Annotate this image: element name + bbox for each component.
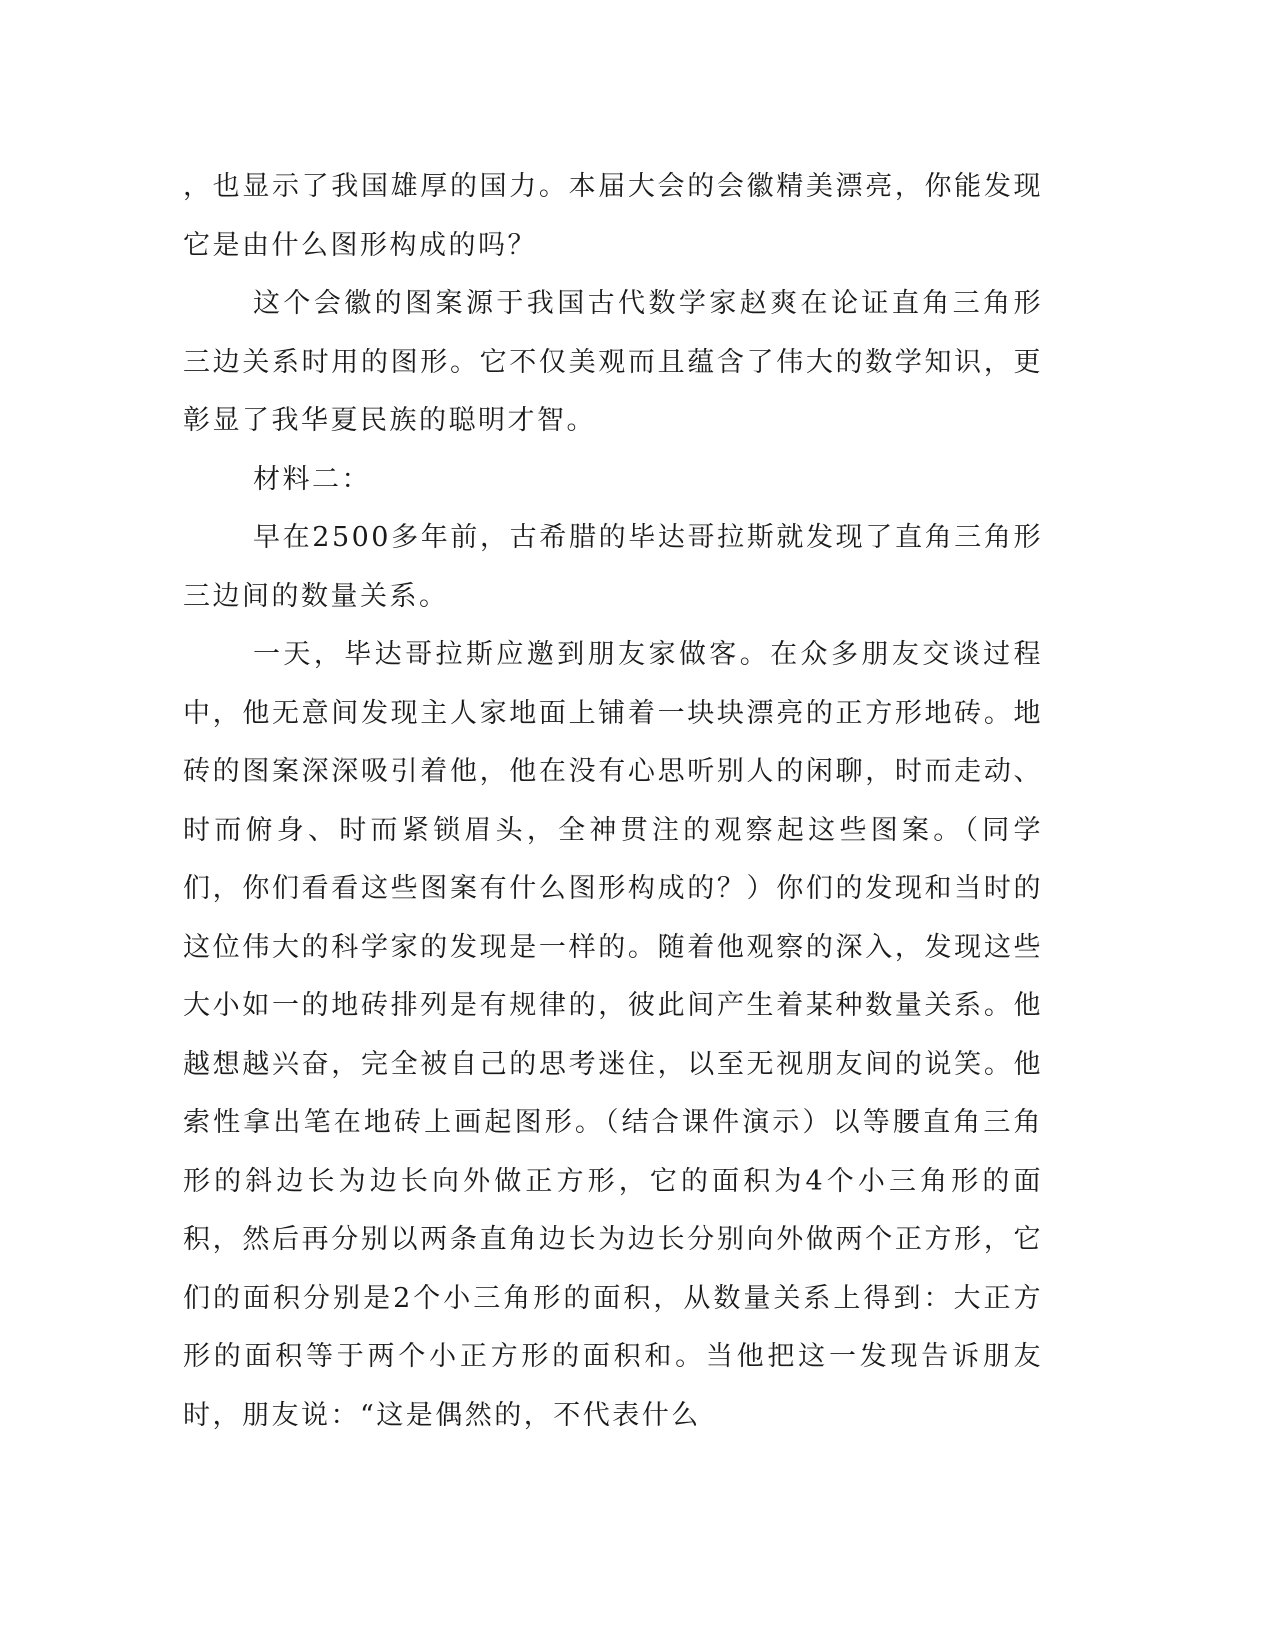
paragraph-pythagoras-intro: 早在2500多年前，古希腊的毕达哥拉斯就发现了直角三角形三边间的数量关系。 — [183, 522, 1043, 612]
paragraph-continuation: ，也显示了我国雄厚的国力。本届大会的会徽精美漂亮，你能发现它是由什么图形构成的吗？ — [183, 171, 1043, 261]
document-body — [183, 158, 1043, 1445]
paragraph-emblem-origin: 这个会徽的图案源于我国古代数学家赵爽在论证直角三角形三边关系时用的图形。它不仅美观而且蕴含了伟大的数学知识，更彰显了我华夏民族的聪明才智。 — [183, 288, 1043, 436]
paragraph-pythagoras-story: 一天，毕达哥拉斯应邀到朋友家做客。在众多朋友交谈过程中，他无意间发现主人家地面上铺着一块块漂亮的正方形地砖。地砖的图案深深吸引着他，他在没有心思听别人的闲聊，时而走动、时而俯身、时而紧锁眉头，全神贯注的观察起这些图案。（同学们，你们看看这些图案有什么图形构成的？）你们的发现和当时的这位伟大的科学家的发现是一样的。随着他观察的深入，发现这些大小如一的地砖排列是有规律的，彼此间产生着某种数量关系。他越想越兴奋，完全被自己的思考迷住，以至无视朋友间的说笑。他索性拿出笔在地砖上画起图形。（结合课件演示）以等腰直角三角形的斜边长为边长向外做正方形，它的面积为4个小三角形的面积，然后再分别以两条直角边长为边长分别向外做两个正方形，它们的面积分别是2个小三角形的面积，从数量关系上得到：大正方形的面积等于两个小正方形的面积和。当他把这一发现告诉朋友时，朋友说：“这是偶然的，不代表什么 — [183, 639, 1043, 1431]
section-heading-material-two: 材料二： — [253, 463, 371, 495]
